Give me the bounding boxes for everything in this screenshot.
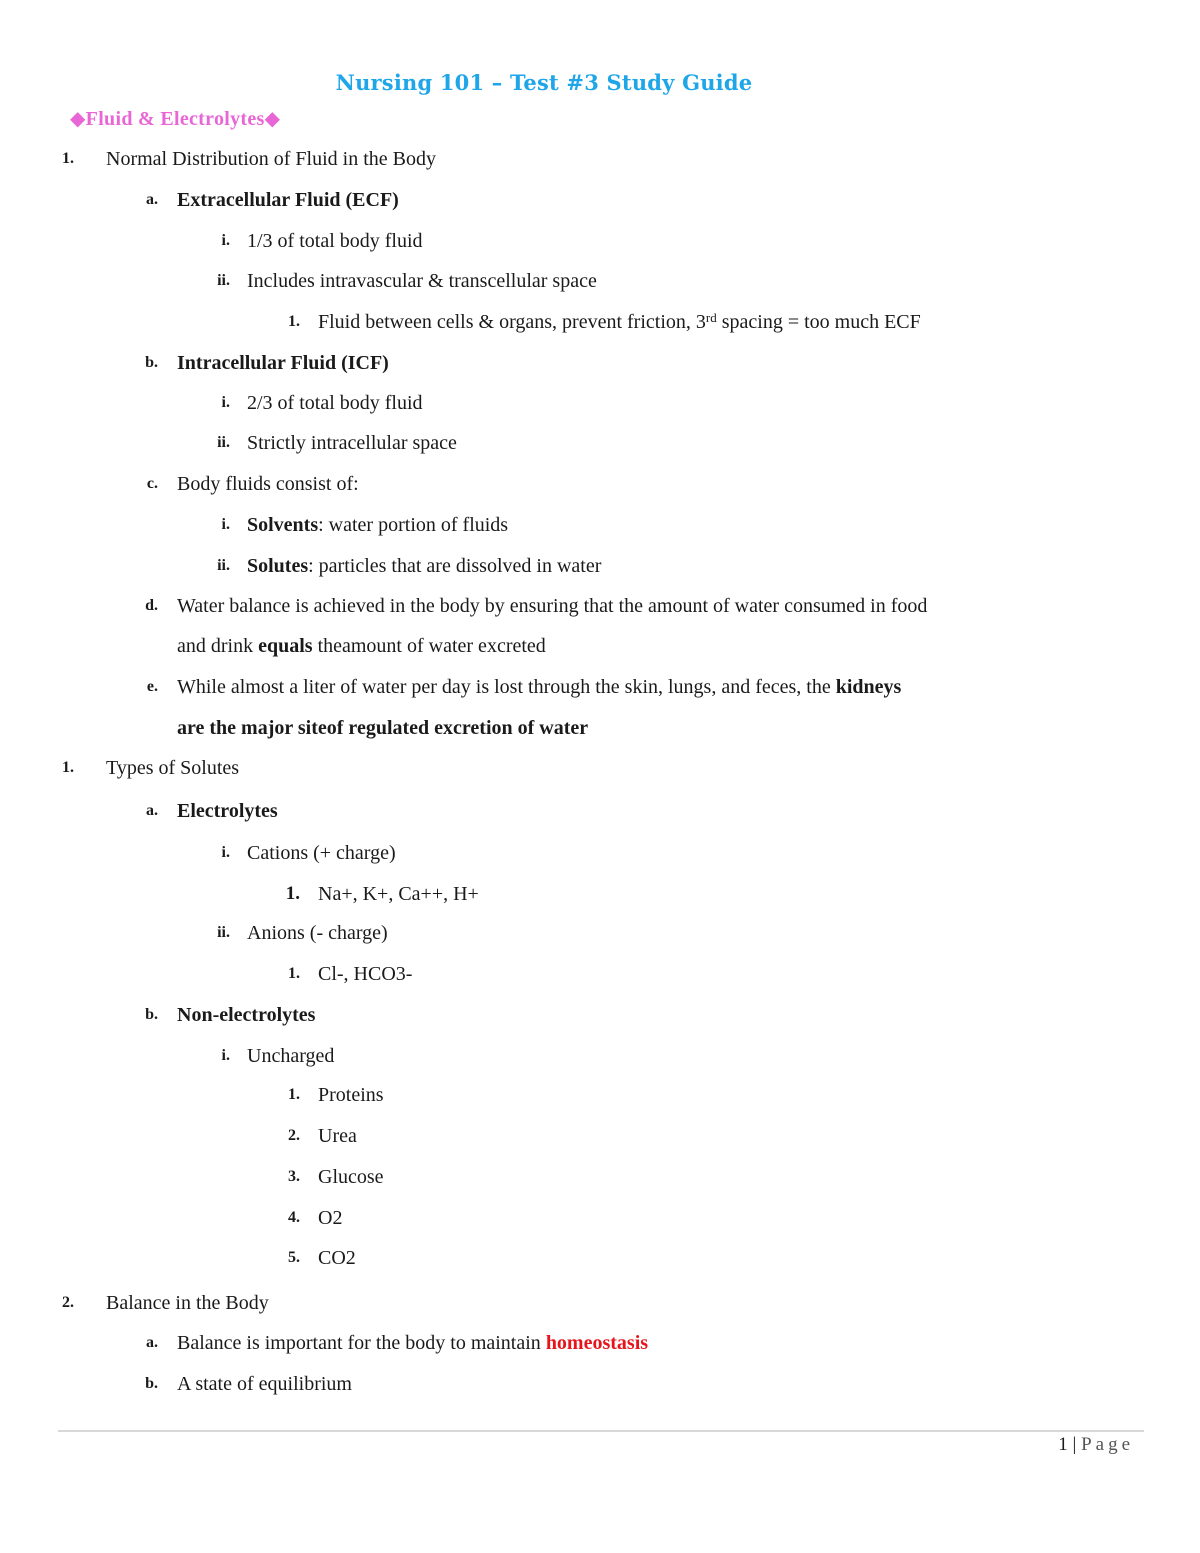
item-text: CO2 bbox=[318, 1247, 356, 1269]
item-number: ii. bbox=[217, 434, 230, 451]
item-number: 5. bbox=[288, 1249, 300, 1266]
bold-term: Solvents bbox=[247, 514, 319, 536]
item-number: i. bbox=[221, 394, 230, 411]
item-text: Cations (+ charge) bbox=[247, 842, 396, 864]
item-text bbox=[318, 310, 921, 334]
item-text: Includes intravascular & transcellular space bbox=[247, 270, 597, 292]
item-text bbox=[177, 634, 546, 658]
highlight-term: homeostasis bbox=[545, 1332, 649, 1354]
text-part: Fluid between cells & organs, prevent friction, 3 bbox=[318, 311, 706, 333]
item-number: a. bbox=[146, 802, 158, 819]
item-number: b. bbox=[145, 354, 158, 371]
item-number: a. bbox=[146, 191, 158, 208]
item-text: Body fluids consist of: bbox=[177, 473, 359, 495]
item-text: Electrolytes bbox=[177, 800, 278, 822]
item-text: Normal Distribution of Fluid in the Body bbox=[106, 148, 436, 170]
item-text: Water balance is achieved in the body by ensuring that the amount of water consumed in food bbox=[177, 595, 928, 617]
page-label: Page bbox=[1081, 1434, 1134, 1455]
item-number: 3. bbox=[288, 1168, 300, 1185]
item-text: 1/3 of total body fluid bbox=[247, 230, 423, 252]
item-number: 2. bbox=[288, 1127, 300, 1144]
text-part: spacing = too much ECF bbox=[716, 311, 921, 333]
item-number: ii. bbox=[217, 924, 230, 941]
item-text: A state of equilibrium bbox=[177, 1373, 352, 1395]
item-number: e. bbox=[146, 678, 158, 695]
text-part: While almost a liter of water per day is lost through the skin, lungs, and feces, the bbox=[177, 676, 836, 698]
item-number: b. bbox=[145, 1006, 158, 1023]
text-part: theamount of water excreted bbox=[312, 635, 546, 657]
item-text: Strictly intracellular space bbox=[247, 432, 457, 454]
item-number: 4. bbox=[288, 1209, 300, 1226]
item-number: ii. bbox=[217, 272, 230, 289]
text-part: Balance is important for the body to maintain bbox=[177, 1332, 546, 1354]
item-text bbox=[177, 1331, 648, 1355]
item-number: 1. bbox=[62, 150, 74, 167]
item-text: O2 bbox=[318, 1207, 343, 1229]
item-number: i. bbox=[221, 844, 230, 861]
item-number: 2. bbox=[62, 1294, 74, 1311]
bold-term: kidneys bbox=[835, 676, 902, 698]
item-text: Proteins bbox=[318, 1084, 384, 1106]
item-text bbox=[247, 554, 601, 578]
item-text: Urea bbox=[318, 1125, 357, 1147]
item-number: 1. bbox=[62, 759, 74, 776]
item-text: Uncharged bbox=[247, 1045, 335, 1067]
item-number: i. bbox=[221, 516, 230, 533]
item-number: 1. bbox=[285, 883, 300, 904]
item-text: Cl-, HCO3- bbox=[318, 963, 413, 985]
text-part: : particles that are dissolved in water bbox=[308, 555, 602, 577]
item-text: Types of Solutes bbox=[106, 757, 240, 779]
item-text: Extracellular Fluid (ECF) bbox=[177, 189, 399, 211]
item-number: i. bbox=[221, 232, 230, 249]
item-text: Glucose bbox=[318, 1166, 384, 1188]
document-title: Nursing 101 – Test #3 Study Guide bbox=[335, 70, 753, 95]
item-text: Balance in the Body bbox=[106, 1292, 269, 1314]
item-number: b. bbox=[145, 1375, 158, 1392]
superscript: rd bbox=[705, 310, 717, 325]
text-part: and drink bbox=[177, 635, 259, 657]
text-part: : water portion of fluids bbox=[318, 514, 509, 536]
bold-term: Solutes bbox=[247, 555, 309, 577]
page-number: 1 bbox=[1058, 1434, 1068, 1455]
item-number: a. bbox=[146, 1334, 158, 1351]
item-text: are the major siteof regulated excretion of water bbox=[177, 717, 589, 739]
item-text: Na+, K+, Ca++, H+ bbox=[318, 883, 479, 905]
item-text: Non-electrolytes bbox=[177, 1004, 316, 1026]
item-number: ii. bbox=[217, 557, 230, 574]
page-footer bbox=[1058, 1434, 1134, 1456]
item-number: 1. bbox=[288, 1086, 300, 1103]
item-number: d. bbox=[145, 597, 158, 614]
section-heading: ◆Fluid & Electrolytes◆ bbox=[70, 108, 281, 130]
item-text: Anions (- charge) bbox=[247, 922, 388, 944]
footer-separator: | bbox=[1072, 1434, 1077, 1455]
item-number: c. bbox=[146, 475, 158, 492]
item-number: i. bbox=[221, 1047, 230, 1064]
item-text bbox=[177, 675, 901, 699]
item-number: 1. bbox=[288, 965, 300, 982]
item-number: 1. bbox=[288, 313, 300, 330]
footer-rule bbox=[58, 1430, 1144, 1432]
item-text bbox=[247, 513, 508, 537]
item-text: Intracellular Fluid (ICF) bbox=[177, 352, 389, 374]
bold-term: equals bbox=[258, 635, 313, 657]
item-text: 2/3 of total body fluid bbox=[247, 392, 423, 414]
